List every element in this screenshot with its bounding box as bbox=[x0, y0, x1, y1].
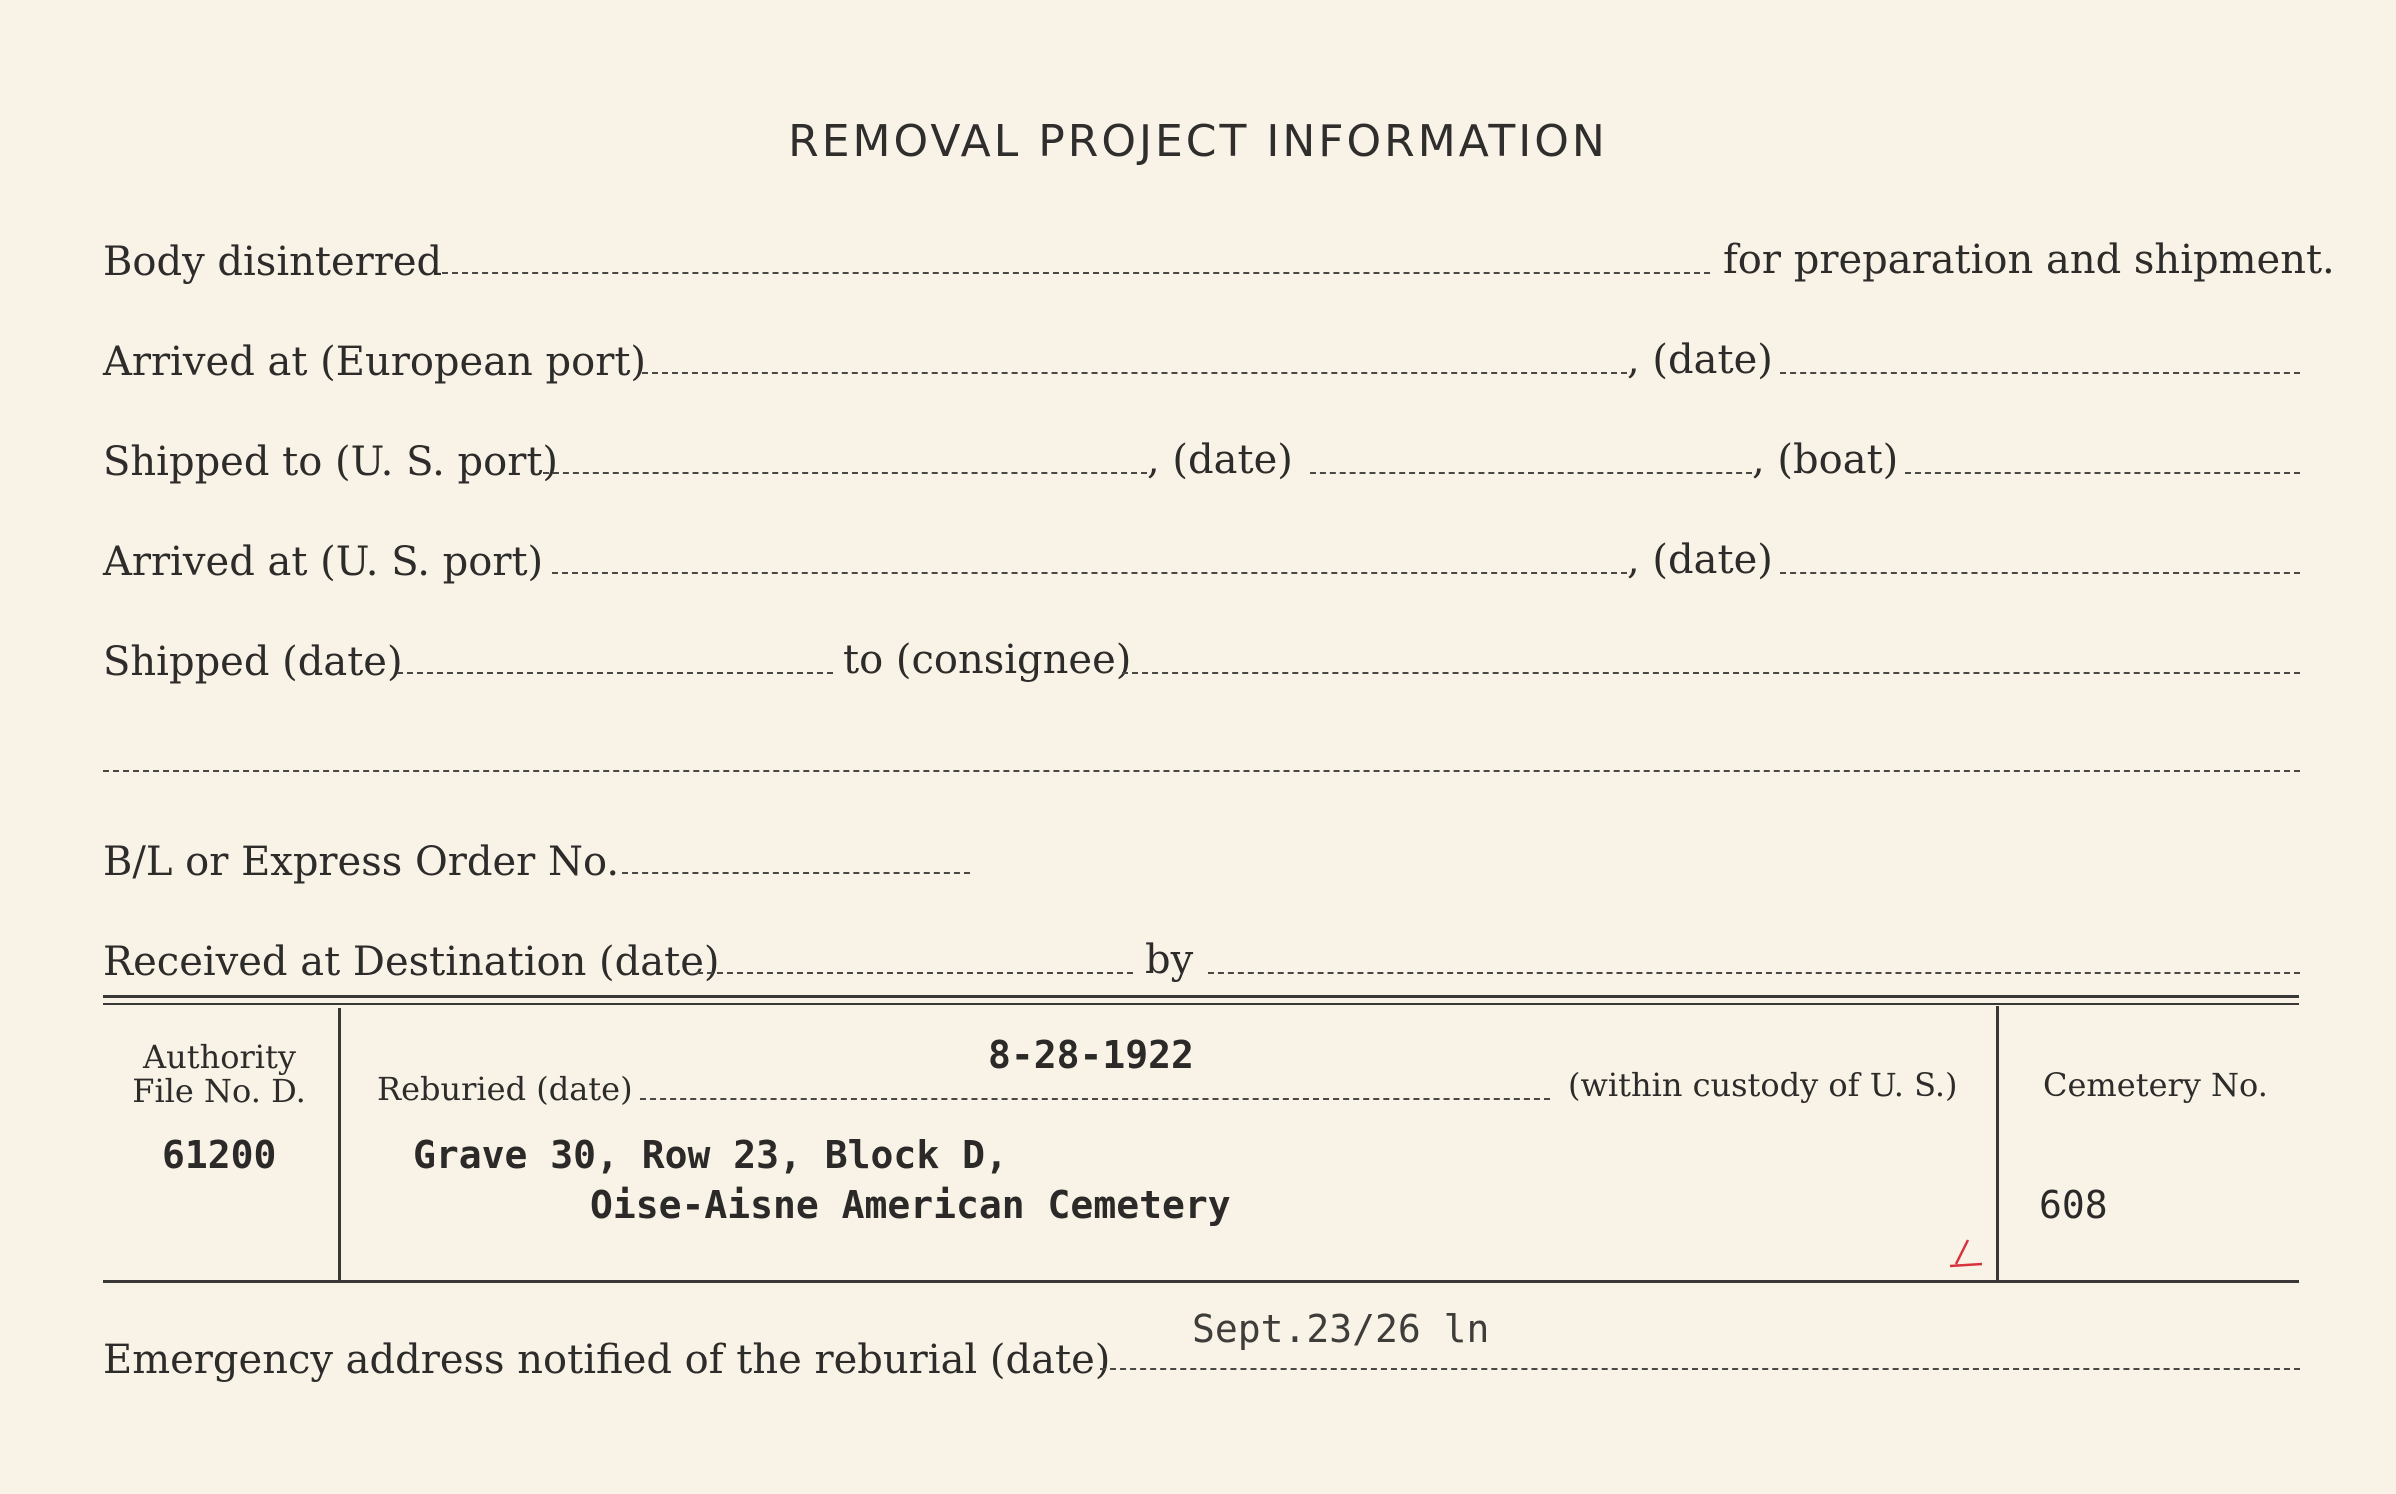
label-arrived-european: Arrived at (European port) bbox=[103, 339, 647, 385]
typed-grave-line-2: Oise-Aisne American Cemetery bbox=[590, 1183, 1231, 1227]
label-reburied-date: Reburied (date) bbox=[377, 1070, 633, 1108]
field-body-disinterred[interactable] bbox=[442, 272, 1710, 274]
label-shipped-to-us: Shipped to (U. S. port) bbox=[103, 439, 558, 485]
label-for-preparation: for preparation and shipment. bbox=[1723, 237, 2335, 283]
field-emergency-date[interactable] bbox=[1100, 1368, 2300, 1370]
field-reburied-date[interactable] bbox=[640, 1098, 1550, 1100]
label-shipped-date: Shipped (date) bbox=[103, 639, 403, 685]
label-date-1: , (date) bbox=[1627, 337, 1773, 383]
check-mark-icon bbox=[1946, 1238, 1986, 1268]
field-received-date[interactable] bbox=[697, 972, 1133, 974]
box-divider-right bbox=[1996, 1006, 1999, 1280]
field-bl-order[interactable] bbox=[622, 872, 970, 874]
label-body-disinterred: Body disinterred bbox=[103, 239, 443, 285]
field-consignee[interactable] bbox=[1122, 672, 2300, 674]
label-custody: (within custody of U. S.) bbox=[1568, 1066, 1958, 1104]
box-top-rule bbox=[103, 995, 2299, 998]
label-date-3: , (date) bbox=[1627, 537, 1773, 583]
label-bl-order: B/L or Express Order No. bbox=[103, 839, 620, 885]
typed-grave-line-1: Grave 30, Row 23, Block D, bbox=[413, 1133, 1008, 1177]
label-by: by bbox=[1145, 937, 1194, 983]
label-boat: , (boat) bbox=[1752, 437, 1899, 483]
typed-cemetery-number: 608 bbox=[2039, 1183, 2108, 1227]
label-date-2: , (date) bbox=[1147, 437, 1293, 483]
field-consignee-continued[interactable] bbox=[103, 770, 2300, 772]
label-authority: Authority bbox=[143, 1038, 296, 1076]
label-to-consignee: to (consignee) bbox=[843, 637, 1132, 683]
field-european-date[interactable] bbox=[1780, 372, 2300, 374]
field-arrived-us-date[interactable] bbox=[1780, 572, 2300, 574]
field-european-port[interactable] bbox=[642, 372, 1627, 374]
field-shipped-on[interactable] bbox=[397, 672, 833, 674]
box-divider-left bbox=[338, 1008, 341, 1280]
box-top-rule-inner bbox=[103, 1003, 2299, 1005]
label-received-destination: Received at Destination (date) bbox=[103, 939, 720, 985]
typed-emergency-date: Sept.23/26 ln bbox=[1192, 1307, 1490, 1351]
typed-reburied-date: 8-28-1922 bbox=[988, 1033, 1194, 1077]
label-arrived-us: Arrived at (U. S. port) bbox=[103, 539, 544, 585]
typed-file-number: 61200 bbox=[162, 1133, 277, 1177]
label-file-no: File No. D. bbox=[132, 1072, 306, 1110]
field-received-by[interactable] bbox=[1208, 972, 2300, 974]
field-boat[interactable] bbox=[1905, 472, 2300, 474]
field-shipped-date[interactable] bbox=[1310, 472, 1752, 474]
card-title bbox=[0, 116, 2396, 167]
card-title-text: REMOVAL PROJECT INFORMATION bbox=[788, 116, 1608, 167]
box-bottom-rule bbox=[103, 1280, 2299, 1283]
field-arrived-us-port[interactable] bbox=[552, 572, 1627, 574]
label-cemetery-no: Cemetery No. bbox=[2043, 1066, 2268, 1104]
field-us-port[interactable] bbox=[543, 472, 1147, 474]
label-emergency-address: Emergency address notified of the reburial (date) bbox=[103, 1337, 1111, 1383]
